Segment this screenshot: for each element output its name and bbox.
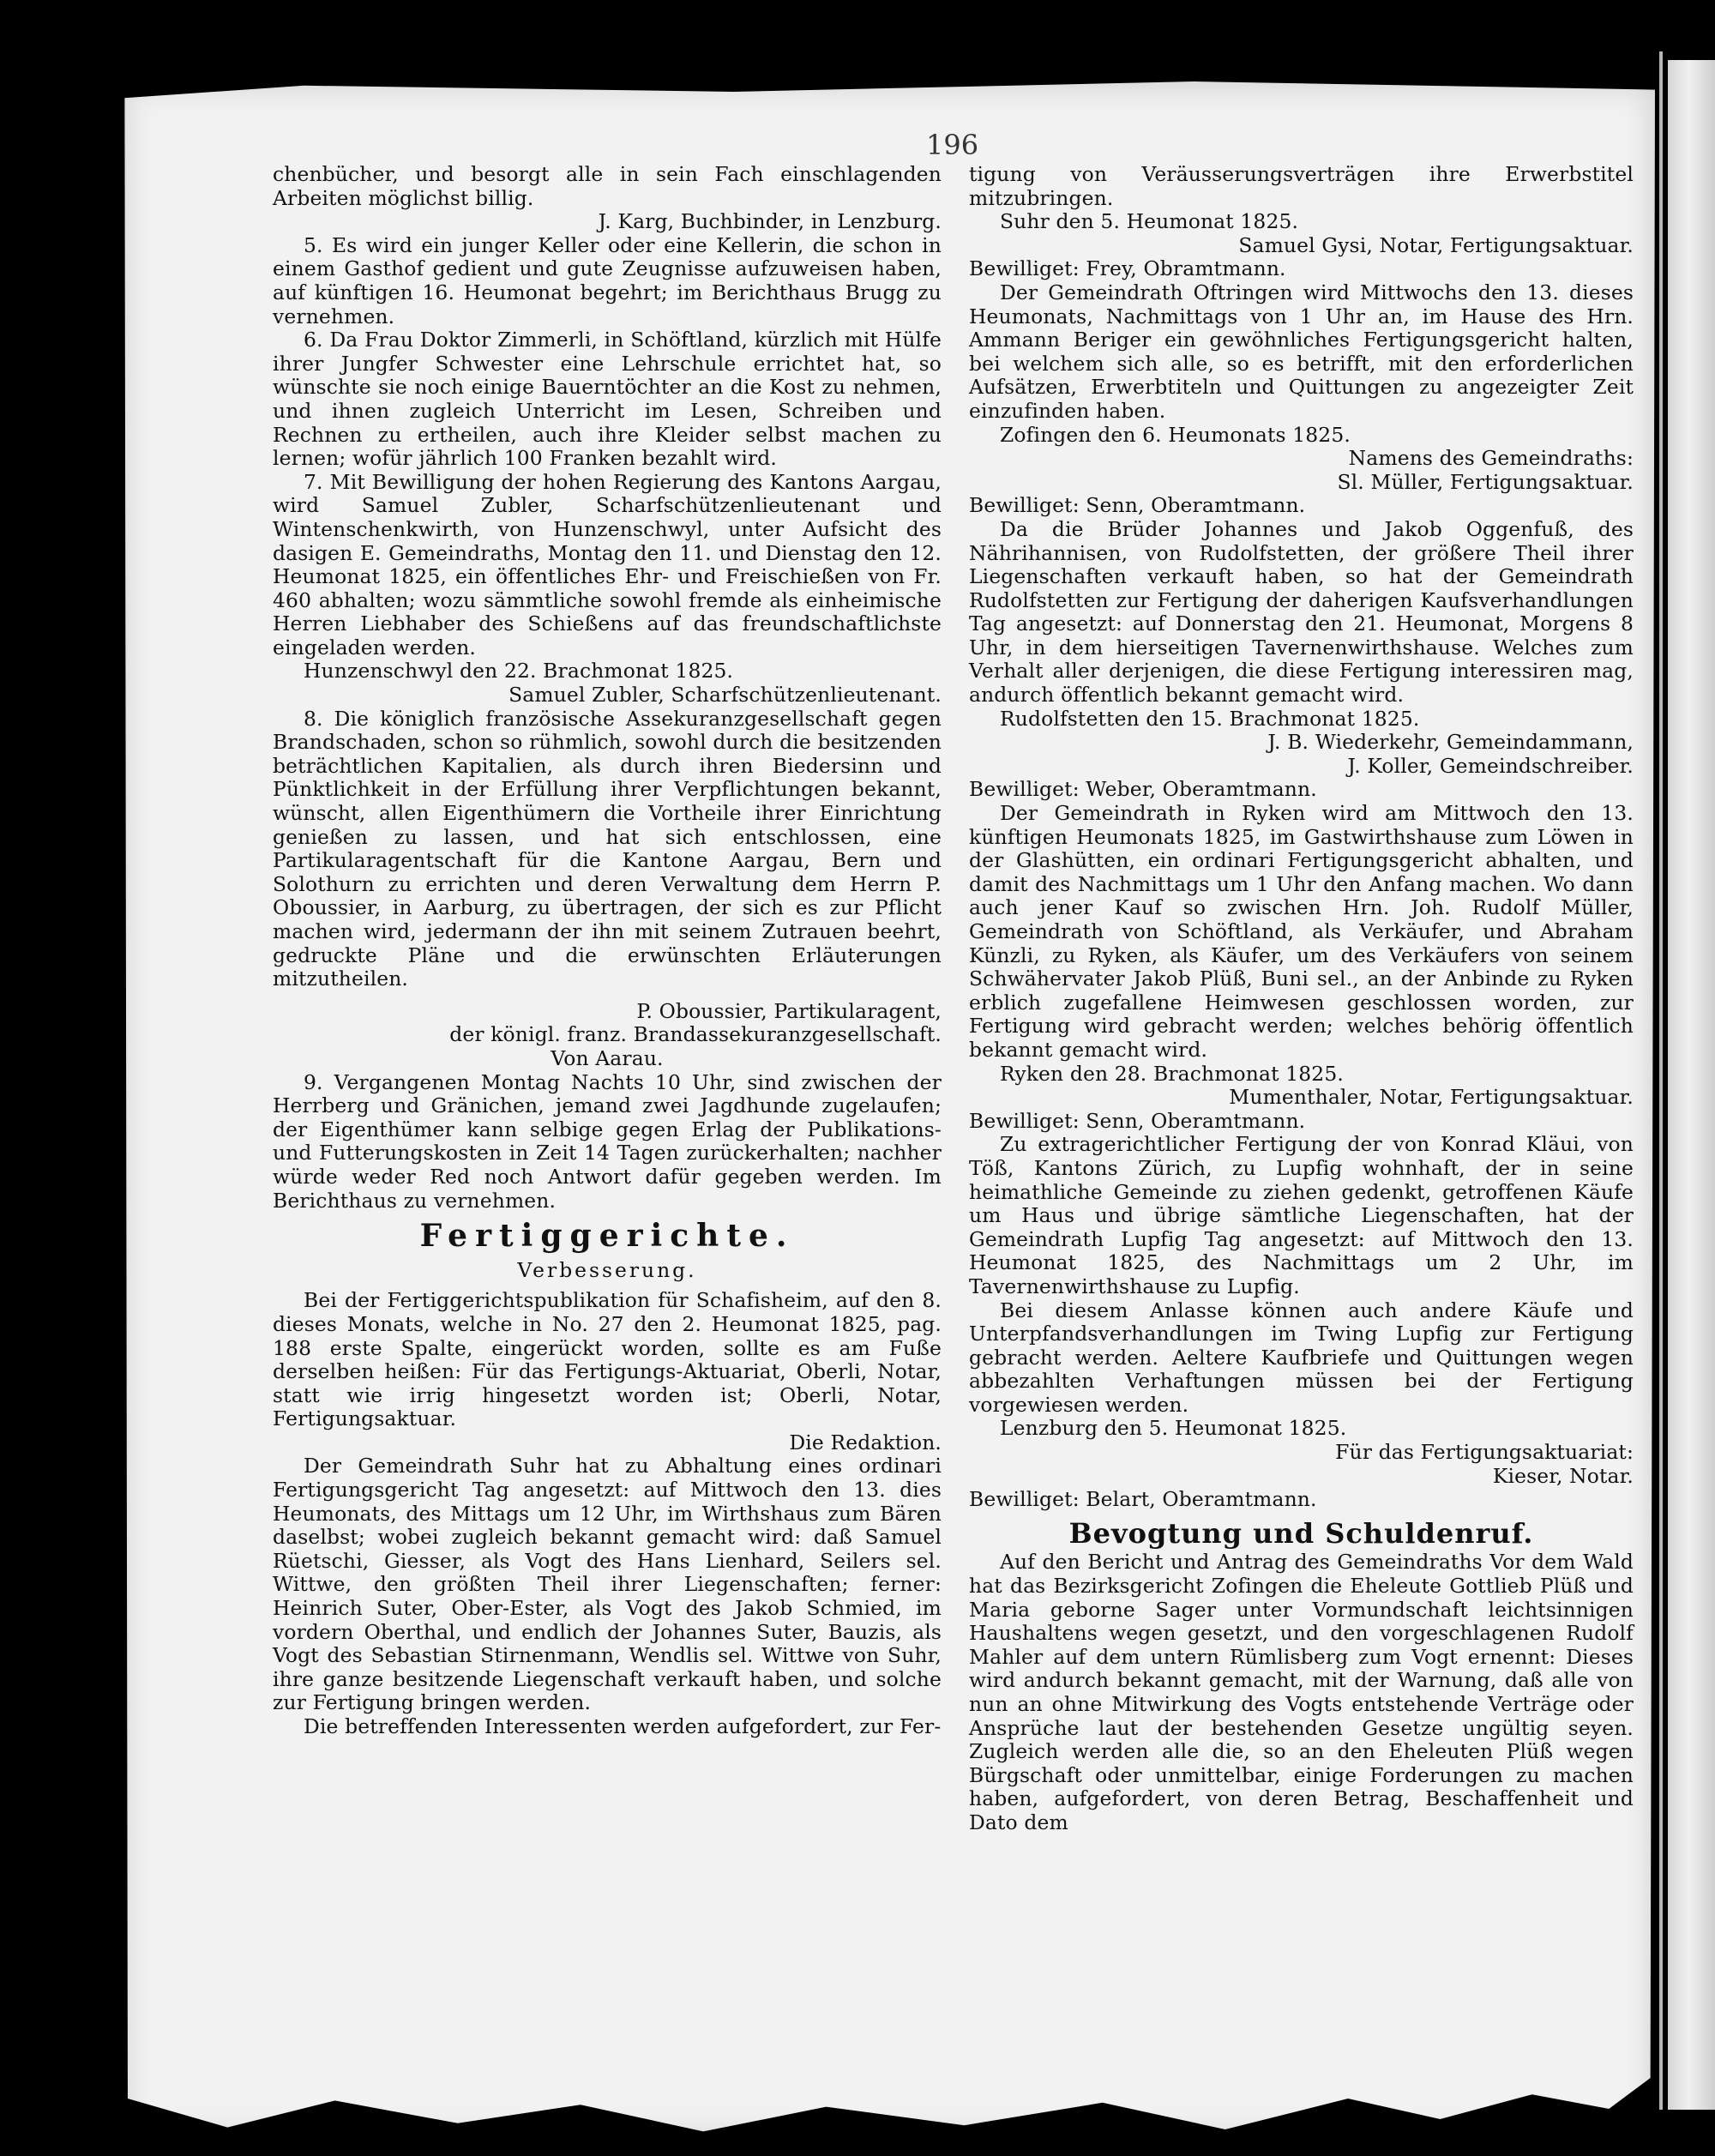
paragraph: 5. Es wird ein junger Keller oder eine Kellerin, die schon in einem Gasthof gedient und gute Zeugnisse aufzuweisen haben, auf künftigen 16. Heumonat begehrt; im Berichthaus Brugg zu vernehmen.	[273, 232, 942, 328]
signature-line: der königl. franz. Brandassekuranzgesellschaft.	[449, 1022, 942, 1047]
signature-line: J. Karg, Buchbinder, in Lenzburg.	[598, 209, 942, 234]
paragraph: Ryken den 28. Brachmonat 1825.	[1000, 1061, 1344, 1086]
right-column	[969, 163, 1634, 1835]
paragraph: Da die Brüder Johannes und Jakob Oggenfuß, des Nährihannisen, von Rudolfstetten, der größere Theil ihrer Liegenschaften verkauft haben, so hat der Gemeindrath Rudolfstetten zur Fertigung der daherigen Kaufsverhandlungen Tag angesetzt: auf Donnerstag den 21. Heumonat, Morgens 8 Uhr, in dem hierseitigen Tavernenwirthshause. Welches zum Verhalt aller derjenigen, die diese Fertigung interessiren mag, andurch öffentlich bekannt gemacht wird.	[969, 516, 1634, 708]
paragraph: Lenzburg den 5. Heumonat 1825.	[1000, 1416, 1347, 1441]
paragraph: Bei diesem Anlasse können auch andere Käufe und Unterpfandsverhandlungen im Twing Lupfig zur Fertigung gebracht werden. Aeltere Kaufbriefe und Quittungen wegen abbezahlten Verhaftungen müssen bei der Fertigung vorgewiesen werden.	[969, 1298, 1634, 1417]
text-line: Bewilliget: Frey, Obramtmann.	[969, 256, 1286, 281]
signature-line: Sl. Müller, Fertigungsaktuar.	[1337, 469, 1634, 494]
signature-line: Mumenthaler, Notar, Fertigungsaktuar.	[1229, 1085, 1634, 1110]
paragraph: 7. Mit Bewilligung der hohen Regierung des Kantons Aargau, wird Samuel Zubler, Scharfschützenlieutenant und Wintenschenkwirth, von Hunzenschwyl, unter Aufsicht des dasigen E. Gemeindraths, Montag den 11. und Dienstag den 12. Heumonat 1825, ein öffentliches Ehr- und Freischießen von Fr. 460 abhalten; wozu sämmtliche sowohl fremde als einheimische Herren Liebhaber des Schießens auf das freundschaftlichste eingeladen werden.	[273, 469, 942, 659]
signature-line: Namens des Gemeindraths:	[1348, 446, 1634, 471]
paragraph: Suhr den 5. Heumonat 1825.	[1000, 209, 1299, 234]
paragraph: Hunzenschwyl den 22. Brachmonat 1825.	[304, 659, 734, 684]
paragraph: Zu extragerichtlicher Fertigung der von Konrad Kläui, von Töß, Kantons Zürich, zu Lupfig wohnhaft, der in seine heimathliche Gemeinde zu ziehen gedenkt, getroffenen Käufe um Haus und übrige sämtliche Liegenschaften, hat der Gemeindrath Lupfig Tag angesetzt: auf Mittwoch den 13. Heumonat 1825, des Nachmittags um 2 Uhr, im Tavernenwirthshause zu Lupfig.	[969, 1132, 1634, 1298]
paragraph: Der Gemeindrath Suhr hat zu Abhaltung eines ordinari Fertigungsgericht Tag angesetzt: auf Mittwoch den 13. dies Heumonats, des Mittags um 12 Uhr, im Wirthshaus zum Bären daselbst; wobei zugleich bekannt gemacht wird: daß Samuel Rüetschi, Giesser, als Vogt des Hans Lienhard, Seilers sel. Wittwe, den größten Theil ihrer Liegenschaften; ferner: Heinrich Suter, Ober-Ester, als Vogt des Jakob Schmied, im vordern Oberthal, und endlich der Johannes Suter, Bauzis, als Vogt des Sebastian Stirnenmann, Wendlis sel. Wittwe von Suhr, ihre ganze besitzende Liegenschaft verkauft haben, und solche zur Fertigung bringen werden.	[273, 1454, 942, 1715]
paragraph: Der Gemeindrath in Ryken wird am Mittwoch den 13. künftigen Heumonats 1825, im Gastwirthshause zum Löwen in der Glashütten, ein ordinari Fertigungsgericht abhalten, und damit des Nachmittags um 1 Uhr den Anfang machen. Wo dann auch jener Kauf so zwischen Hrn. Joh. Rudolf Müller, Gemeindrath von Schöftland, als Verkäufer, und Abraham Künzli, zu Ryken, als Käufer, um des Verkäufers von seinem Schwähervater Jakob Plüß, Buni sel., an der Anbinde zu Ryken erblich zugefallene Heimwesen geschlossen worden, zur Fertigung wird gebracht werden; welches behörig öffentlich bekannt gemacht wird.	[969, 801, 1634, 1062]
subheading: Verbesserung.	[517, 1257, 697, 1282]
signature-line: P. Oboussier, Partikularagent,	[636, 998, 942, 1023]
signature-line: Samuel Zubler, Scharfschützenlieutenant.	[508, 683, 942, 708]
text-line: Bewilliget: Senn, Oberamtmann.	[969, 1108, 1306, 1133]
text-line: Bewilliget: Weber, Oberamtmann.	[969, 777, 1317, 802]
section-heading: Bevogtung und Schuldenruf.	[1068, 1516, 1534, 1550]
paragraph: 9. Vergangenen Montag Nachts 10 Uhr, sind zwischen der Herrberg und Gränichen, jemand zwei Jagdhunde zugelaufen; der Eigenthümer kann selbige gegen Erlag der Publikations- und Futterungskosten in Zeit 14 Tagen zurückerhalten; nachher würde weder Red noch Antwort dafür gegeben werden. Im Berichthaus zu vernehmen.	[273, 1069, 942, 1213]
text-line: Bewilliget: Senn, Oberamtmann.	[969, 493, 1306, 518]
left-column	[273, 163, 942, 1739]
paragraph: 6. Da Frau Doktor Zimmerli, in Schöftland, kürzlich mit Hülfe ihrer Jungfer Schwester eine Lehrschule errichtet hat, so wünschte sie noch einige Bauerntöchter an die Kost zu nehmen, und ihnen zugleich Unterricht im Lesen, Schreiben und Rechnen zu ertheilen, auch ihre Kleider selbst machen zu lernen; wofür jährlich 100 Franken bezahlt wird.	[273, 328, 942, 471]
text-line: tigung von Veräusserungsverträgen ihre Erwerbstitel mitzubringen.	[969, 162, 1634, 210]
page-edge-line	[1659, 51, 1663, 2110]
adjacent-page-edge	[1668, 60, 1715, 2110]
paragraph: Rudolfstetten den 15. Brachmonat 1825.	[1000, 706, 1420, 731]
paragraph: Zofingen den 6. Heumonats 1825.	[1000, 422, 1351, 447]
paragraph: Bei der Fertiggerichtspublikation für Schafisheim, auf den 8. dieses Monats, welche in No. 27 den 2. Heumonat 1825, pag. 188 erste Spalte, eingerückt worden, sollte es am Fuße derselben heißen: Für das Fertigungs-Aktuariat, Oberli, Notar, statt wie irrig hingesetzt worden ist; Oberli, Notar, Fertigungsaktuar.	[273, 1288, 942, 1431]
text-line: Bewilliget: Belart, Oberamtmann.	[969, 1487, 1317, 1512]
signature-line: J. Koller, Gemeindschreiber.	[1347, 753, 1634, 778]
signature-line: Kieser, Notar.	[1492, 1463, 1634, 1488]
text-line: chenbücher, und besorgt alle in sein Fach einschlagenden Arbeiten möglichst billig.	[273, 162, 942, 210]
signature-line: J. B. Wiederkehr, Gemeindammann,	[1267, 730, 1634, 755]
signature-line: Für das Fertigungsaktuariat:	[1335, 1440, 1634, 1465]
paragraph: Die betreffenden Interessenten werden aufgefordert, zur Fer-	[304, 1714, 942, 1738]
paragraph: Der Gemeindrath Oftringen wird Mittwochs den 13. dieses Heumonats, Nachmittags von 1 Uhr an, im Hause des Hrn. Ammann Beriger ein gewöhnliches Fertigungsgericht halten, bei welchem sich alle, so es betrifft, mit den erforderlichen Aufsätzen, Erwerbtiteln und Quittungen zu angezeigter Zeit einzufinden haben.	[969, 280, 1634, 423]
paragraph: Auf den Bericht und Antrag des Gemeindraths Vor dem Wald hat das Bezirksgericht Zofingen die Eheleute Gottlieb Plüß und Maria geborne Sager unter Vormundschaft leichtsinnigen Haushaltens wegen gesetzt, und den vorgeschlagenen Rudolf Mahler auf dem untern Rümlisberg zum Vogt ernennt: Dieses wird andurch bekannt gemacht, mit der Warnung, daß alle von nun an ohne Mitwirkung des Vogts entstehende Verträge oder Ansprüche laut der bestehenden Gesetze ungültig seyen. Zugleich werden alle die, so an den Eheleuten Plüß wegen Bürgschaft oder unmittelbar, einige Forderungen zu machen haben, aufgefordert, von deren Betrag, Beschaffenheit und Dato dem	[969, 1550, 1634, 1834]
signature-line: Die Redaktion.	[789, 1430, 942, 1454]
page-number: 196	[926, 129, 979, 161]
signature-line: Samuel Gysi, Notar, Fertigungsaktuar.	[1238, 232, 1634, 257]
centered-line: Von Aarau.	[551, 1045, 664, 1070]
paragraph: 8. Die königlich französische Assekuranzgesellschaft gegen Brandschaden, schon so rühmlich, sowohl durch die besitzenden beträchtlichen Kapitalien, als durch ihren Biedersinn und Pünktlichkeit in der Erfüllung ihrer Verpflichtungen bekannt, wünscht, allen Eigenthümern die Vortheile ihrer Einrichtung genießen zu lassen, und hat sich entschlossen, eine Partikularagentschaft für die Kantone Aargau, Bern und Solothurn zu errichten und deren Verwaltung dem Herrn P. Oboussier, in Aarburg, zu übertragen, der sich es zur Pflicht machen wird, jedermann der ihn mit seinem Zutrauen beehrt, gedruckte Pläne und die erwünschten Erläuterungen mitzutheilen.	[273, 706, 942, 991]
section-heading: Fertiggerichte.	[419, 1218, 795, 1255]
